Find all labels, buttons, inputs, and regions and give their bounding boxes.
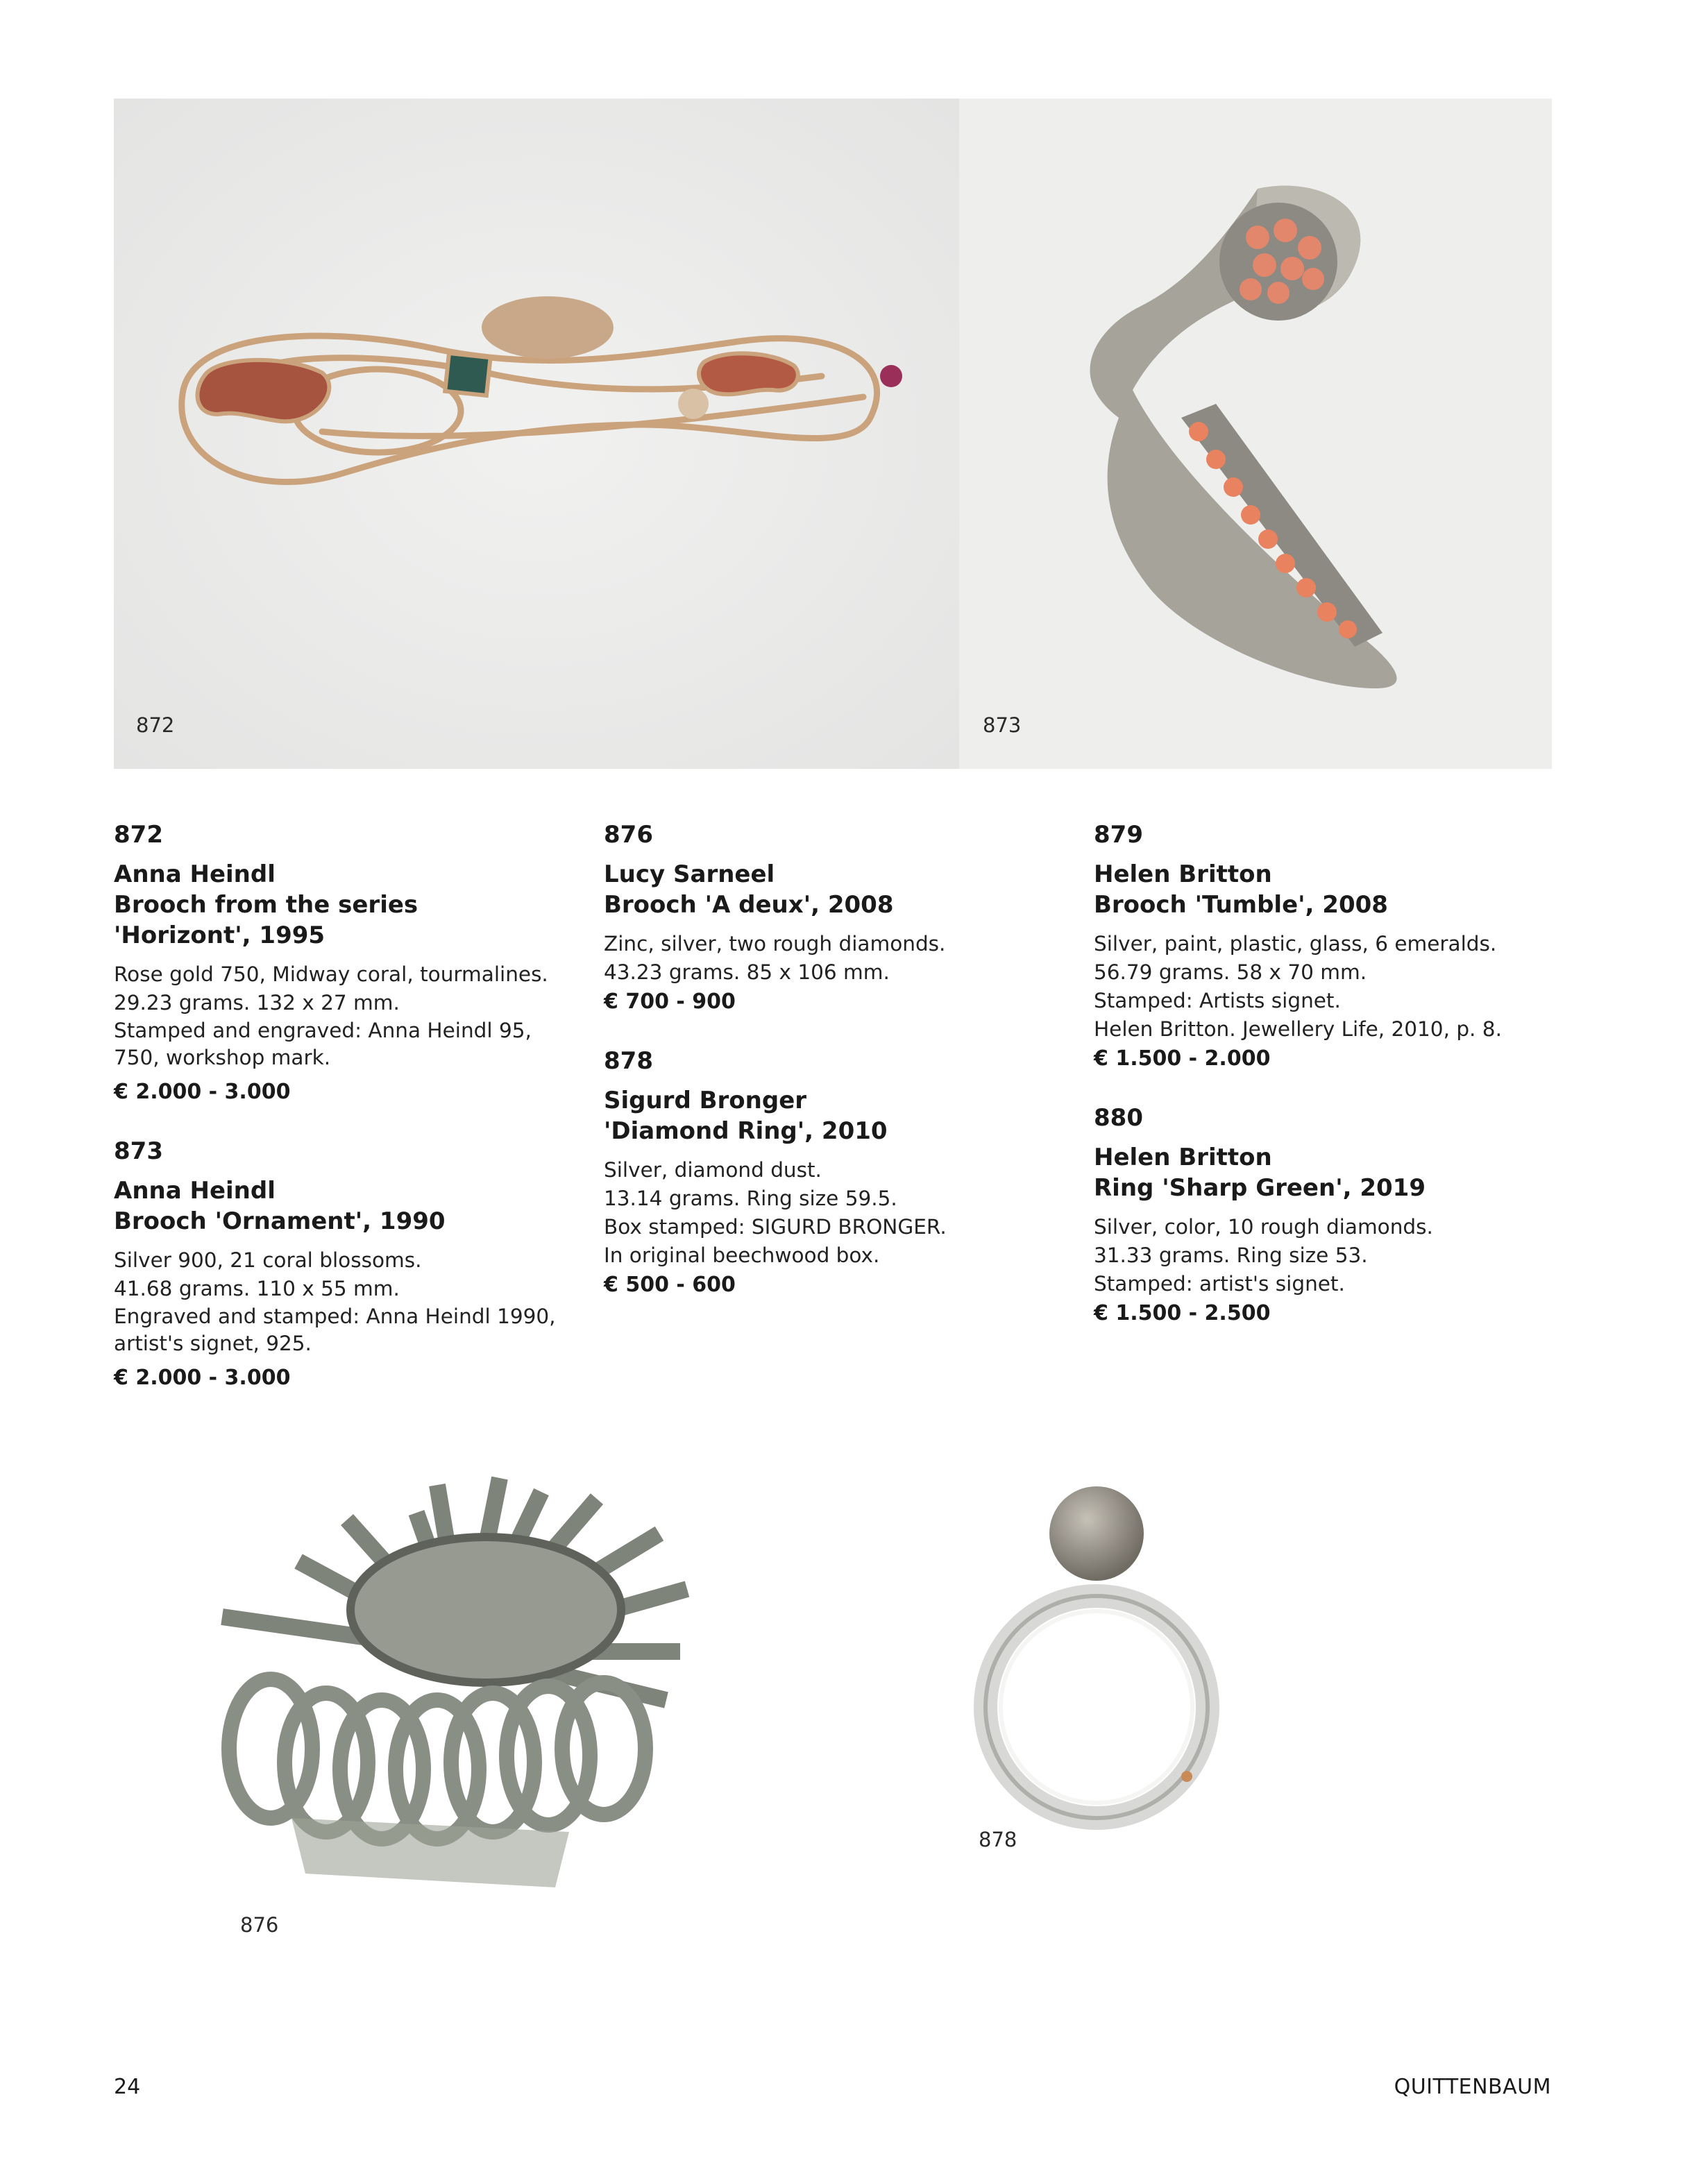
lot-number: 872 — [114, 821, 163, 849]
lot-price: € 1.500 - 2.500 — [1094, 1301, 1271, 1325]
lot-description-line: Zinc, silver, two rough diamonds. — [604, 932, 946, 956]
lot-description-line: 31.33 grams. Ring size 53. — [1094, 1243, 1368, 1267]
lot-description-line: Rose gold 750, Midway coral, tourmalines. — [114, 962, 548, 986]
photo-lot-873 — [959, 99, 1552, 769]
lot-column-3 — [1094, 819, 1566, 1357]
lot-number: 876 — [604, 821, 653, 849]
brand-name: QUITTENBAUM — [1394, 2075, 1551, 2099]
lot-description-line: In original beechwood box. — [604, 1243, 880, 1267]
photo-lot-878 — [958, 1471, 1221, 1860]
lot-column-2 — [604, 819, 1048, 1328]
lot-price: € 700 - 900 — [604, 990, 736, 1014]
lot-number: 879 — [1094, 821, 1143, 849]
lot-description-line: Silver, color, 10 rough diamonds. — [1094, 1215, 1433, 1239]
lot-878 — [604, 1045, 1048, 1300]
lot-artist: Helen Britton — [1094, 1144, 1272, 1171]
lot-artist: Lucy Sarneel — [604, 860, 775, 888]
lot-description-line: Silver, diamond dust. — [604, 1158, 822, 1182]
lot-description-line: 56.79 grams. 58 x 70 mm. — [1094, 960, 1367, 984]
lot-description-line: 13.14 grams. Ring size 59.5. — [604, 1187, 897, 1210]
photo-label-878: 878 — [979, 1828, 1017, 1851]
lot-description-line: 29.23 grams. 132 x 27 mm. — [114, 991, 400, 1014]
lot-title: 'Diamond Ring', 2010 — [604, 1117, 888, 1145]
lot-description-line: 41.68 grams. 110 x 55 mm. — [114, 1277, 400, 1300]
lot-column-1 — [114, 819, 558, 1421]
lot-artist: Anna Heindl — [114, 1177, 276, 1205]
lot-price: € 2.000 - 3.000 — [114, 1080, 291, 1104]
lot-artist: Helen Britton — [1094, 860, 1272, 888]
lot-artist: Anna Heindl — [114, 860, 276, 888]
lot-number: 878 — [604, 1047, 653, 1075]
photo-label-872: 872 — [136, 713, 175, 737]
lot-number: 880 — [1094, 1104, 1143, 1132]
lot-876 — [604, 819, 1048, 1017]
lot-description-line: Helen Britton. Jewellery Life, 2010, p. 8. — [1094, 1017, 1502, 1041]
lot-description-line: Stamped and engraved: Anna Heindl 95, 750, workshop mark. — [114, 1019, 532, 1069]
lot-description-line: Silver, paint, plastic, glass, 6 emeralds. — [1094, 932, 1497, 956]
page-number: 24 — [114, 2075, 141, 2099]
lot-price: € 1.500 - 2.000 — [1094, 1046, 1271, 1071]
lot-title: Ring 'Sharp Green', 2019 — [1094, 1174, 1426, 1202]
lot-880 — [1094, 1102, 1566, 1329]
diamond-ring-image — [958, 1471, 1221, 1860]
lot-873 — [114, 1135, 558, 1393]
lot-description-line: Stamped: Artists signet. — [1094, 989, 1341, 1012]
silver-coral-brooch-image — [959, 99, 1552, 769]
lot-title: Brooch from the series 'Horizont', 1995 — [114, 891, 418, 949]
lot-872 — [114, 819, 558, 1107]
lot-description-line: Stamped: artist's signet. — [1094, 1272, 1345, 1296]
photo-lot-876 — [208, 1471, 694, 1957]
gold-brooch-image — [114, 99, 959, 769]
photo-lot-872 — [114, 99, 959, 769]
lot-artist: Sigurd Bronger — [604, 1087, 807, 1114]
zinc-brooch-image — [208, 1471, 694, 1957]
lot-price: € 2.000 - 3.000 — [114, 1366, 291, 1390]
photo-label-876: 876 — [240, 1913, 279, 1937]
lot-title: Brooch 'Ornament', 1990 — [114, 1207, 446, 1235]
lot-879 — [1094, 819, 1566, 1074]
lot-description-line: Box stamped: SIGURD BRONGER. — [604, 1215, 947, 1239]
lot-description-line: Silver 900, 21 coral blossoms. — [114, 1248, 422, 1272]
lot-description-line: 43.23 grams. 85 x 106 mm. — [604, 960, 890, 984]
lot-number: 873 — [114, 1137, 163, 1165]
lot-title: Brooch 'A deux', 2008 — [604, 891, 894, 919]
lot-title: Brooch 'Tumble', 2008 — [1094, 891, 1388, 919]
lot-price: € 500 - 600 — [604, 1273, 736, 1297]
lot-description-line: Engraved and stamped: Anna Heindl 1990, artist's signet, 925. — [114, 1305, 556, 1355]
photo-label-873: 873 — [983, 713, 1022, 737]
